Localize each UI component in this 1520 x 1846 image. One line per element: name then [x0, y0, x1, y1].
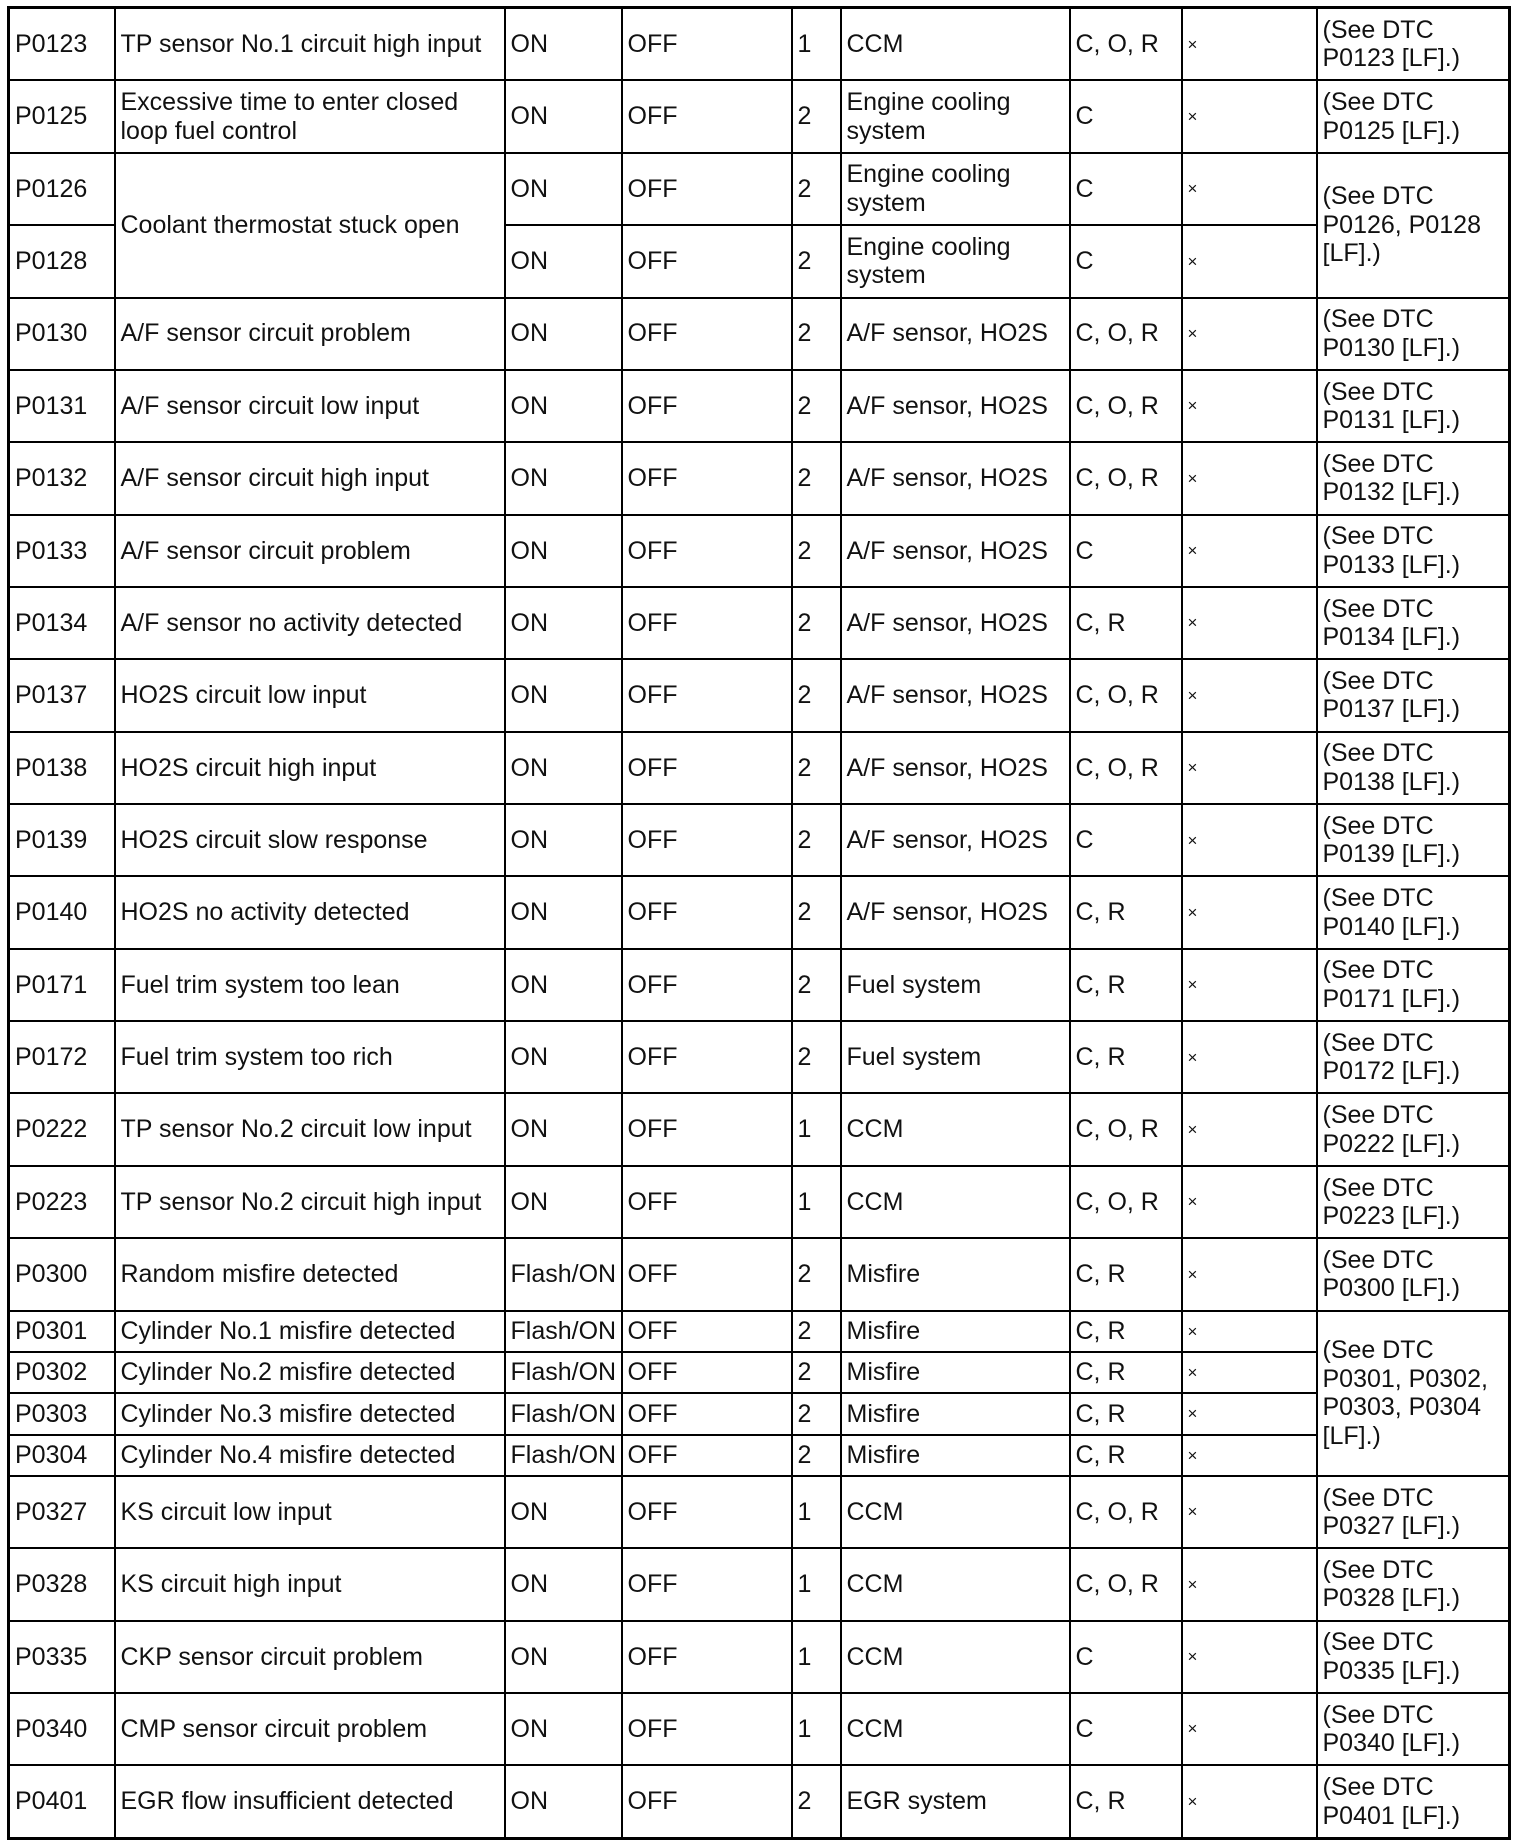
trip-count-cell: 2	[792, 659, 841, 731]
trip-count-cell: 2	[792, 732, 841, 804]
condition-cell: C	[1070, 1621, 1182, 1693]
table-row	[9, 1393, 1510, 1434]
mil-status-cell: ON	[505, 298, 622, 370]
dtc-code-cell: P0138	[9, 732, 115, 804]
condition-cell: C, R	[1070, 1352, 1182, 1393]
reference-cell: (See DTC P0328 [LF].)	[1317, 1548, 1510, 1620]
dtc-description-cell: TP sensor No.1 circuit high input	[115, 8, 505, 81]
second-status-cell: OFF	[622, 1548, 792, 1620]
table-row	[9, 1548, 1510, 1620]
trip-count-cell: 1	[792, 1093, 841, 1165]
second-status-cell: OFF	[622, 8, 792, 81]
dtc-code-cell: P0139	[9, 804, 115, 876]
second-status-cell: OFF	[622, 1166, 792, 1238]
mil-status-cell: Flash/ON	[505, 1238, 622, 1310]
mark-cell: ×	[1182, 1765, 1317, 1838]
condition-cell: C, O, R	[1070, 732, 1182, 804]
table-row	[9, 1476, 1510, 1548]
second-status-cell: OFF	[622, 804, 792, 876]
condition-cell: C	[1070, 153, 1182, 225]
monitor-item-cell: CCM	[841, 1621, 1070, 1693]
monitor-item-cell: Engine cooling system	[841, 80, 1070, 152]
condition-cell: C, O, R	[1070, 659, 1182, 731]
condition-cell: C, O, R	[1070, 1476, 1182, 1548]
reference-cell: (See DTC P0138 [LF].)	[1317, 732, 1510, 804]
monitor-item-cell: CCM	[841, 1548, 1070, 1620]
second-status-cell: OFF	[622, 442, 792, 514]
second-status-cell: OFF	[622, 949, 792, 1021]
mark-cell: ×	[1182, 1435, 1317, 1476]
reference-cell: (See DTC P0139 [LF].)	[1317, 804, 1510, 876]
reference-cell: (See DTC P0132 [LF].)	[1317, 442, 1510, 514]
monitor-item-cell: A/F sensor, HO2S	[841, 732, 1070, 804]
condition-cell: C, R	[1070, 587, 1182, 659]
trip-count-cell: 2	[792, 1393, 841, 1434]
reference-cell: (See DTC P0133 [LF].)	[1317, 515, 1510, 587]
table-row	[9, 370, 1510, 442]
monitor-item-cell: Misfire	[841, 1435, 1070, 1476]
mark-cell: ×	[1182, 1393, 1317, 1434]
table-row	[9, 1021, 1510, 1093]
table-row	[9, 515, 1510, 587]
mil-status-cell: ON	[505, 1621, 622, 1693]
table-row	[9, 1093, 1510, 1165]
table-row	[9, 732, 1510, 804]
mark-cell: ×	[1182, 1693, 1317, 1765]
dtc-code-cell: P0137	[9, 659, 115, 731]
second-status-cell: OFF	[622, 1621, 792, 1693]
second-status-cell: OFF	[622, 1765, 792, 1838]
mark-cell: ×	[1182, 80, 1317, 152]
second-status-cell: OFF	[622, 1352, 792, 1393]
dtc-description-cell: Cylinder No.1 misfire detected	[115, 1311, 505, 1352]
second-status-cell: OFF	[622, 587, 792, 659]
table-row	[9, 587, 1510, 659]
trip-count-cell: 2	[792, 1765, 841, 1838]
dtc-description-cell: Fuel trim system too rich	[115, 1021, 505, 1093]
reference-cell: (See DTC P0123 [LF].)	[1317, 8, 1510, 81]
mil-status-cell: Flash/ON	[505, 1311, 622, 1352]
monitor-item-cell: Fuel system	[841, 1021, 1070, 1093]
mark-cell: ×	[1182, 949, 1317, 1021]
mil-status-cell: ON	[505, 1166, 622, 1238]
mark-cell: ×	[1182, 659, 1317, 731]
dtc-description-cell: Random misfire detected	[115, 1238, 505, 1310]
mil-status-cell: ON	[505, 370, 622, 442]
mil-status-cell: ON	[505, 80, 622, 152]
reference-cell: (See DTC P0126, P0128 [LF].)	[1317, 153, 1510, 298]
second-status-cell: OFF	[622, 876, 792, 948]
mil-status-cell: ON	[505, 1093, 622, 1165]
table-row	[9, 1311, 1510, 1352]
mil-status-cell: ON	[505, 153, 622, 225]
condition-cell: C, R	[1070, 1311, 1182, 1352]
mil-status-cell: ON	[505, 876, 622, 948]
second-status-cell: OFF	[622, 515, 792, 587]
trip-count-cell: 2	[792, 949, 841, 1021]
dtc-code-cell: P0123	[9, 8, 115, 81]
second-status-cell: OFF	[622, 1476, 792, 1548]
trip-count-cell: 2	[792, 1238, 841, 1310]
reference-cell: (See DTC P0130 [LF].)	[1317, 298, 1510, 370]
dtc-code-cell: P0132	[9, 442, 115, 514]
reference-cell: (See DTC P0171 [LF].)	[1317, 949, 1510, 1021]
monitor-item-cell: CCM	[841, 8, 1070, 81]
condition-cell: C, R	[1070, 1238, 1182, 1310]
dtc-description-cell: Cylinder No.4 misfire detected	[115, 1435, 505, 1476]
mark-cell: ×	[1182, 804, 1317, 876]
mark-cell: ×	[1182, 298, 1317, 370]
dtc-code-cell: P0340	[9, 1693, 115, 1765]
condition-cell: C, O, R	[1070, 1093, 1182, 1165]
trip-count-cell: 2	[792, 80, 841, 152]
mark-cell: ×	[1182, 153, 1317, 225]
trip-count-cell: 2	[792, 1311, 841, 1352]
dtc-description-cell: A/F sensor circuit problem	[115, 515, 505, 587]
monitor-item-cell: A/F sensor, HO2S	[841, 442, 1070, 514]
mark-cell: ×	[1182, 1476, 1317, 1548]
dtc-code-cell: P0401	[9, 1765, 115, 1838]
mil-status-cell: ON	[505, 587, 622, 659]
dtc-description-cell: HO2S no activity detected	[115, 876, 505, 948]
dtc-description-cell: TP sensor No.2 circuit high input	[115, 1166, 505, 1238]
mil-status-cell: ON	[505, 949, 622, 1021]
reference-cell: (See DTC P0134 [LF].)	[1317, 587, 1510, 659]
trip-count-cell: 1	[792, 1548, 841, 1620]
table-row	[9, 659, 1510, 731]
dtc-description-cell: A/F sensor no activity detected	[115, 587, 505, 659]
mark-cell: ×	[1182, 1352, 1317, 1393]
mil-status-cell: ON	[505, 732, 622, 804]
dtc-description-cell: A/F sensor circuit low input	[115, 370, 505, 442]
reference-cell: (See DTC P0335 [LF].)	[1317, 1621, 1510, 1693]
dtc-description-cell: KS circuit high input	[115, 1548, 505, 1620]
second-status-cell: OFF	[622, 1021, 792, 1093]
dtc-description-cell: A/F sensor circuit problem	[115, 298, 505, 370]
mil-status-cell: ON	[505, 225, 622, 297]
second-status-cell: OFF	[622, 1238, 792, 1310]
monitor-item-cell: A/F sensor, HO2S	[841, 370, 1070, 442]
table-row	[9, 1621, 1510, 1693]
trip-count-cell: 2	[792, 1352, 841, 1393]
condition-cell: C	[1070, 225, 1182, 297]
trip-count-cell: 2	[792, 876, 841, 948]
monitor-item-cell: EGR system	[841, 1765, 1070, 1838]
dtc-code-cell: P0125	[9, 80, 115, 152]
dtc-table-body	[9, 8, 1510, 1839]
condition-cell: C, R	[1070, 876, 1182, 948]
second-status-cell: OFF	[622, 370, 792, 442]
dtc-code-cell: P0130	[9, 298, 115, 370]
dtc-code-cell: P0335	[9, 1621, 115, 1693]
trip-count-cell: 1	[792, 1166, 841, 1238]
table-row	[9, 298, 1510, 370]
table-row	[9, 804, 1510, 876]
dtc-code-cell: P0172	[9, 1021, 115, 1093]
mil-status-cell: ON	[505, 659, 622, 731]
second-status-cell: OFF	[622, 1093, 792, 1165]
reference-cell: (See DTC P0327 [LF].)	[1317, 1476, 1510, 1548]
dtc-description-cell: HO2S circuit high input	[115, 732, 505, 804]
dtc-code-cell: P0134	[9, 587, 115, 659]
condition-cell: C	[1070, 804, 1182, 876]
mark-cell: ×	[1182, 8, 1317, 81]
dtc-description-cell: Fuel trim system too lean	[115, 949, 505, 1021]
reference-cell: (See DTC P0340 [LF].)	[1317, 1693, 1510, 1765]
dtc-description-cell: Cylinder No.2 misfire detected	[115, 1352, 505, 1393]
mil-status-cell: ON	[505, 515, 622, 587]
table-row	[9, 153, 1510, 225]
monitor-item-cell: CCM	[841, 1166, 1070, 1238]
dtc-code-cell: P0223	[9, 1166, 115, 1238]
mil-status-cell: ON	[505, 1476, 622, 1548]
dtc-description-cell: TP sensor No.2 circuit low input	[115, 1093, 505, 1165]
trip-count-cell: 2	[792, 225, 841, 297]
dtc-code-cell: P0126	[9, 153, 115, 225]
trip-count-cell: 2	[792, 515, 841, 587]
monitor-item-cell: A/F sensor, HO2S	[841, 298, 1070, 370]
mil-status-cell: Flash/ON	[505, 1435, 622, 1476]
dtc-code-cell: P0133	[9, 515, 115, 587]
dtc-table	[7, 6, 1511, 1840]
condition-cell: C, O, R	[1070, 1548, 1182, 1620]
reference-cell: (See DTC P0300 [LF].)	[1317, 1238, 1510, 1310]
reference-cell: (See DTC P0172 [LF].)	[1317, 1021, 1510, 1093]
table-row	[9, 8, 1510, 81]
table-row	[9, 80, 1510, 152]
mark-cell: ×	[1182, 442, 1317, 514]
condition-cell: C, O, R	[1070, 1166, 1182, 1238]
monitor-item-cell: Misfire	[841, 1238, 1070, 1310]
table-row	[9, 1435, 1510, 1476]
dtc-description-cell: A/F sensor circuit high input	[115, 442, 505, 514]
mark-cell: ×	[1182, 1311, 1317, 1352]
mark-cell: ×	[1182, 1548, 1317, 1620]
dtc-description-cell: Cylinder No.3 misfire detected	[115, 1393, 505, 1434]
second-status-cell: OFF	[622, 1311, 792, 1352]
trip-count-cell: 2	[792, 804, 841, 876]
trip-count-cell: 1	[792, 1621, 841, 1693]
mil-status-cell: Flash/ON	[505, 1352, 622, 1393]
second-status-cell: OFF	[622, 1435, 792, 1476]
dtc-code-cell: P0328	[9, 1548, 115, 1620]
monitor-item-cell: A/F sensor, HO2S	[841, 587, 1070, 659]
mark-cell: ×	[1182, 876, 1317, 948]
condition-cell: C	[1070, 80, 1182, 152]
table-row	[9, 1166, 1510, 1238]
dtc-code-cell: P0128	[9, 225, 115, 297]
dtc-description-cell: Coolant thermostat stuck open	[115, 153, 505, 298]
dtc-description-cell: CMP sensor circuit problem	[115, 1693, 505, 1765]
dtc-description-cell: EGR flow insufficient detected	[115, 1765, 505, 1838]
reference-cell: (See DTC P0222 [LF].)	[1317, 1093, 1510, 1165]
table-row	[9, 442, 1510, 514]
table-row	[9, 1238, 1510, 1310]
mark-cell: ×	[1182, 515, 1317, 587]
trip-count-cell: 2	[792, 587, 841, 659]
dtc-description-cell: KS circuit low input	[115, 1476, 505, 1548]
mark-cell: ×	[1182, 1021, 1317, 1093]
monitor-item-cell: CCM	[841, 1476, 1070, 1548]
dtc-description-cell: CKP sensor circuit problem	[115, 1621, 505, 1693]
mil-status-cell: ON	[505, 8, 622, 81]
condition-cell: C, O, R	[1070, 370, 1182, 442]
trip-count-cell: 2	[792, 1435, 841, 1476]
condition-cell: C	[1070, 1693, 1182, 1765]
condition-cell: C, R	[1070, 1393, 1182, 1434]
second-status-cell: OFF	[622, 1693, 792, 1765]
trip-count-cell: 1	[792, 1476, 841, 1548]
dtc-code-cell: P0140	[9, 876, 115, 948]
condition-cell: C, O, R	[1070, 298, 1182, 370]
trip-count-cell: 1	[792, 1693, 841, 1765]
dtc-description-cell: Excessive time to enter closed loop fuel control	[115, 80, 505, 152]
dtc-code-cell: P0301	[9, 1311, 115, 1352]
monitor-item-cell: Engine cooling system	[841, 225, 1070, 297]
table-row	[9, 876, 1510, 948]
trip-count-cell: 1	[792, 8, 841, 81]
mark-cell: ×	[1182, 225, 1317, 297]
mark-cell: ×	[1182, 370, 1317, 442]
second-status-cell: OFF	[622, 153, 792, 225]
reference-cell: (See DTC P0401 [LF].)	[1317, 1765, 1510, 1838]
monitor-item-cell: A/F sensor, HO2S	[841, 515, 1070, 587]
table-row	[9, 1352, 1510, 1393]
reference-cell: (See DTC P0223 [LF].)	[1317, 1166, 1510, 1238]
condition-cell: C, O, R	[1070, 8, 1182, 81]
mil-status-cell: ON	[505, 442, 622, 514]
table-row	[9, 949, 1510, 1021]
condition-cell: C, R	[1070, 1021, 1182, 1093]
dtc-code-cell: P0300	[9, 1238, 115, 1310]
monitor-item-cell: A/F sensor, HO2S	[841, 659, 1070, 731]
mil-status-cell: Flash/ON	[505, 1393, 622, 1434]
monitor-item-cell: A/F sensor, HO2S	[841, 804, 1070, 876]
table-row	[9, 1765, 1510, 1838]
trip-count-cell: 2	[792, 1021, 841, 1093]
reference-cell: (See DTC P0125 [LF].)	[1317, 80, 1510, 152]
mark-cell: ×	[1182, 1166, 1317, 1238]
dtc-code-cell: P0131	[9, 370, 115, 442]
monitor-item-cell: A/F sensor, HO2S	[841, 876, 1070, 948]
dtc-code-cell: P0302	[9, 1352, 115, 1393]
dtc-description-cell: HO2S circuit slow response	[115, 804, 505, 876]
monitor-item-cell: Fuel system	[841, 949, 1070, 1021]
dtc-code-cell: P0171	[9, 949, 115, 1021]
dtc-description-cell: HO2S circuit low input	[115, 659, 505, 731]
table-row	[9, 1693, 1510, 1765]
mark-cell: ×	[1182, 1238, 1317, 1310]
monitor-item-cell: Misfire	[841, 1393, 1070, 1434]
dtc-code-cell: P0327	[9, 1476, 115, 1548]
trip-count-cell: 2	[792, 298, 841, 370]
condition-cell: C	[1070, 515, 1182, 587]
mark-cell: ×	[1182, 587, 1317, 659]
dtc-code-cell: P0222	[9, 1093, 115, 1165]
mil-status-cell: ON	[505, 1548, 622, 1620]
mark-cell: ×	[1182, 732, 1317, 804]
dtc-code-cell: P0304	[9, 1435, 115, 1476]
reference-cell: (See DTC P0301, P0302, P0303, P0304 [LF].)	[1317, 1311, 1510, 1476]
mark-cell: ×	[1182, 1621, 1317, 1693]
reference-cell: (See DTC P0131 [LF].)	[1317, 370, 1510, 442]
second-status-cell: OFF	[622, 80, 792, 152]
reference-cell: (See DTC P0137 [LF].)	[1317, 659, 1510, 731]
dtc-code-cell: P0303	[9, 1393, 115, 1434]
mil-status-cell: ON	[505, 1765, 622, 1838]
monitor-item-cell: Engine cooling system	[841, 153, 1070, 225]
mil-status-cell: ON	[505, 804, 622, 876]
mil-status-cell: ON	[505, 1021, 622, 1093]
reference-cell: (See DTC P0140 [LF].)	[1317, 876, 1510, 948]
condition-cell: C, R	[1070, 1765, 1182, 1838]
monitor-item-cell: CCM	[841, 1093, 1070, 1165]
mark-cell: ×	[1182, 1093, 1317, 1165]
condition-cell: C, O, R	[1070, 442, 1182, 514]
second-status-cell: OFF	[622, 659, 792, 731]
condition-cell: C, R	[1070, 949, 1182, 1021]
condition-cell: C, R	[1070, 1435, 1182, 1476]
trip-count-cell: 2	[792, 442, 841, 514]
trip-count-cell: 2	[792, 370, 841, 442]
mil-status-cell: ON	[505, 1693, 622, 1765]
second-status-cell: OFF	[622, 225, 792, 297]
trip-count-cell: 2	[792, 153, 841, 225]
second-status-cell: OFF	[622, 732, 792, 804]
second-status-cell: OFF	[622, 1393, 792, 1434]
monitor-item-cell: Misfire	[841, 1352, 1070, 1393]
monitor-item-cell: Misfire	[841, 1311, 1070, 1352]
second-status-cell: OFF	[622, 298, 792, 370]
monitor-item-cell: CCM	[841, 1693, 1070, 1765]
